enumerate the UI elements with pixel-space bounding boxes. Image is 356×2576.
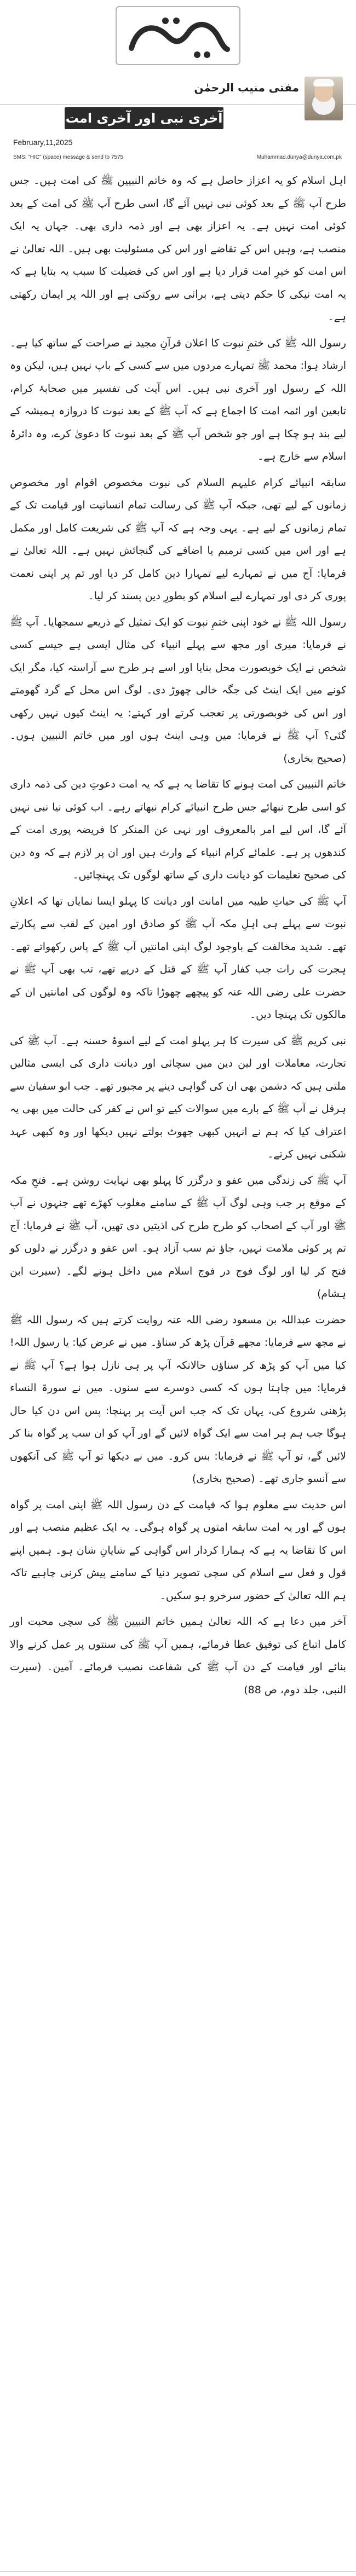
contact-row [13, 154, 342, 160]
article-paragraph: رسول اللہ ﷺ نے خود اپنی ختمِ نبوت کو ایک تمثیل کے ذریعے سمجھایا۔ آپ ﷺ نے فرمایا: میری اور مجھ سے پہلے انبیاء کی مثال ایسی ہے جیسے کسی شخص نے ایک خوبصورت محل بنایا اور اسے ہر طرح سے آراستہ کیا، مگر ایک کونے میں ایک اینٹ کی جگہ خالی چھوڑ دی۔ لوگ اس محل کے گرد گھومتے اور اس کی خوبصورتی پر تعجب کرتے اور کہتے: یہ اینٹ کیوں نہیں رکھی گئی؟ آپ ﷺ نے فرمایا: میں وہی اینٹ ہوں اور میں خاتم النبیین ہوں۔ (صحیح بخاری) [10, 616, 346, 765]
article-paragraph: آپ ﷺ کی زندگی میں عفو و درگزر کا پہلو بھی نہایت روشن ہے۔ فتحِ مکہ کے موقع پر جب وہی لوگ آپ ﷺ کے سامنے مغلوب کھڑے تھے جنہوں نے آپ ﷺ اور آپ کے اصحاب کو طرح طرح کی اذیتیں دی تھیں، آپ ﷺ نے فرمایا: آج تم پر کوئی ملامت نہیں، جاؤ تم سب آزاد ہو۔ اس عفو و درگزر نے دلوں کو فتح کر لیا اور لوگ فوج در فوج اسلام میں داخل ہونے لگے۔ (سیرت ابن ہشام) [10, 1174, 346, 1300]
article-paragraph: نبی کریم ﷺ کی سیرت کا ہر پہلو امت کے لیے اسوۂ حسنہ ہے۔ آپ ﷺ کی تجارت، معاملات اور لین دین میں سچائی اور دیانت داری کی ایسی مثالیں ملتی ہیں کہ دشمن بھی ان کی گواہی دینے پر مجبور تھے۔ جب ابو سفیان سے ہرقل نے آپ ﷺ کے بارے میں سوالات کیے تو اس نے کفر کی حالت میں بھی یہ اعتراف کیا کہ ہم نے انہیں کبھی جھوٹ بولتے نہیں دیکھا اور وہ کبھی عہد شکنی نہیں کرتے۔ [10, 1034, 346, 1160]
article-paragraph: حضرت عبداللہ بن مسعود رضی اللہ عنہ روایت کرتے ہیں کہ رسول اللہ ﷺ نے مجھ سے فرمایا: مجھے قرآن پڑھ کر سناؤ۔ میں نے عرض کیا: یا رسول اللہ! کیا میں آپ کو پڑھ کر سناؤں حالانکہ آپ پر ہی نازل ہوا ہے؟ آپ ﷺ نے فرمایا: میں چاہتا ہوں کہ کسی دوسرے سے سنوں۔ میں نے سورۃ النساء پڑھنی شروع کی، یہاں تک کہ جب اس آیت پر پہنچا: پس اس دن کیا حال ہوگا جب ہم ہر امت سے ایک گواہ لائیں گے اور آپ کو ان سب پر گواہ بنا کر لائیں گے، تو آپ ﷺ نے فرمایا: بس کرو۔ میں نے دیکھا تو آپ ﷺ کی آنکھوں سے آنسو جاری تھے۔ (صحیح بخاری) [10, 1313, 346, 1485]
article-paragraph: خاتم النبیین کی امت ہونے کا تقاضا یہ ہے کہ یہ امت دعوتِ دین کی ذمہ داری کو اسی طرح نبھائے جس طرح انبیائے کرام نبھاتے رہے۔ اب کوئی نیا نبی نہیں آئے گا، اس لیے امر بالمعروف اور نہی عن المنکر کا فریضہ پوری امت کے کندھوں پر ہے۔ علمائے کرام انبیاء کے وارث ہیں اور ان پر لازم ہے کہ وہ دین کی صحیح تعلیمات کو دیانت داری کے ساتھ لوگوں تک پہنچائیں۔ [10, 778, 346, 881]
sms-line: SMS: "HIC" (space) message & send to 7575 [13, 154, 124, 160]
masthead [0, 0, 356, 71]
article-paragraph: آپ ﷺ کی حیاتِ طیبہ میں امانت اور دیانت کا پہلو ایسا نمایاں تھا کہ اعلانِ نبوت سے پہلے ہی اہلِ مکہ آپ ﷺ کو صادق اور امین کے لقب سے پکارتے تھے۔ شدید مخالفت کے باوجود لوگ اپنی امانتیں آپ ﷺ کے پاس رکھواتے تھے۔ ہجرت کی رات جب کفار آپ ﷺ کے قتل کے درپے تھے، تب بھی آپ ﷺ نے حضرت علی رضی اللہ عنہ کو پیچھے چھوڑا تاکہ وہ لوگوں کی امانتیں ان کے مالکوں تک پہنچا دیں۔ [10, 895, 346, 1021]
dunya-logo [110, 3, 246, 68]
article-paragraph: اہل اسلام کو یہ اعزاز حاصل ہے کہ وہ خاتم النبیین ﷺ کی امت ہیں۔ جس طرح آپ ﷺ کے بعد کوئی نبی نہیں آئے گا، اسی طرح آپ ﷺ کی امت کے بعد کوئی امت نہیں ہے۔ یہ اعزاز بھی ہے اور ذمہ داری بھی۔ جہاں یہ ایک منصب ہے، وہیں اس کے تقاضے اور اس کی مسئولیت بھی ہیں۔ اللہ تعالیٰ نے اس امت کو خیرِ امت قرار دیا ہے اور اس کی فضیلت کا سبب یہ بتایا ہے کہ یہ امت نیکی کا حکم دیتی ہے، برائی سے روکتی ہے اور اللہ پر ایمان رکھتی ہے۔ [10, 175, 346, 323]
article-header [0, 0, 356, 105]
author-email: Muhammad.dunya@dunya.com.pk [256, 154, 342, 160]
article-paragraph: سابقہ انبیائے کرام علیہم السلام کی نبوت مخصوص اقوام اور مخصوص زمانوں کے لیے تھی، جبکہ آپ ﷺ کی رسالت تمام انسانیت اور قیامت تک کے تمام زمانوں کے لیے ہے۔ یہی وجہ ہے کہ آپ ﷺ کی شریعت کامل اور مکمل ہے اور اس میں کسی ترمیم یا اضافے کی گنجائش نہیں ہے۔ اللہ تعالیٰ نے فرمایا: آج میں نے تمہارے لیے تمہارا دین کامل کر دیا اور تم پر اپنی نعمت پوری کر دی اور تمہارے لیے اسلام کو بطورِ دین پسند کر لیا۔ [10, 476, 346, 602]
author-name: مفتی منیب الرحمٰن [194, 81, 299, 94]
article-paragraph: رسول اللہ ﷺ کی ختمِ نبوت کا اعلان قرآنِ مجید نے صراحت کے ساتھ کیا ہے۔ ارشاد ہوا: محمد ﷺ تمہارے مردوں میں سے کسی کے باپ نہیں ہیں، لیکن وہ اللہ کے رسول اور آخری نبی ہیں۔ اس آیت کی تفسیر میں صحابۂ کرام، تابعین اور ائمہ امت کا اجماع ہے کہ آپ ﷺ کے بعد نبوت کا دروازہ ہمیشہ کے لیے بند ہو چکا ہے اور جو شخص آپ ﷺ کے بعد نبوت کا دعویٰ کرے، وہ دائرۂ اسلام سے خارج ہے۔ [10, 337, 346, 462]
page-bottom-rule [0, 2571, 356, 2572]
article-body [10, 170, 346, 1705]
article-title: آخری نبی اور آخری امت [65, 107, 223, 129]
article-paragraph: آخر میں دعا ہے کہ اللہ تعالیٰ ہمیں خاتم النبیین ﷺ کی سچی محبت اور کامل اتباع کی توفیق عطا فرمائے، ہمیں آپ ﷺ کی سنتوں پر عمل کرنے والا بنائے اور قیامت کے دن آپ ﷺ کی شفاعت نصیب فرمائے۔ آمین۔ (سیرت النبی، جلد دوم، ص 88) [10, 1616, 346, 1696]
logo-graphic [115, 5, 241, 66]
article-date: February,11,2025 [13, 138, 73, 147]
author-avatar [305, 77, 343, 120]
article-paragraph: اس حدیث سے معلوم ہوا کہ قیامت کے دن رسول اللہ ﷺ اپنی امت پر گواہ ہوں گے اور یہ امت سابقہ امتوں پر گواہ ہوگی۔ یہ ایک عظیم منصب ہے اور اس کا تقاضا یہ ہے کہ ہمارا کردار اس گواہی کے شایانِ شان ہو۔ ہمیں اپنے قول و فعل سے اسلام کی سچی تصویر دنیا کے سامنے پیش کرنی چاہیے تاکہ ہم اللہ تعالیٰ کے حضور سرخرو ہو سکیں۔ [10, 1498, 346, 1602]
